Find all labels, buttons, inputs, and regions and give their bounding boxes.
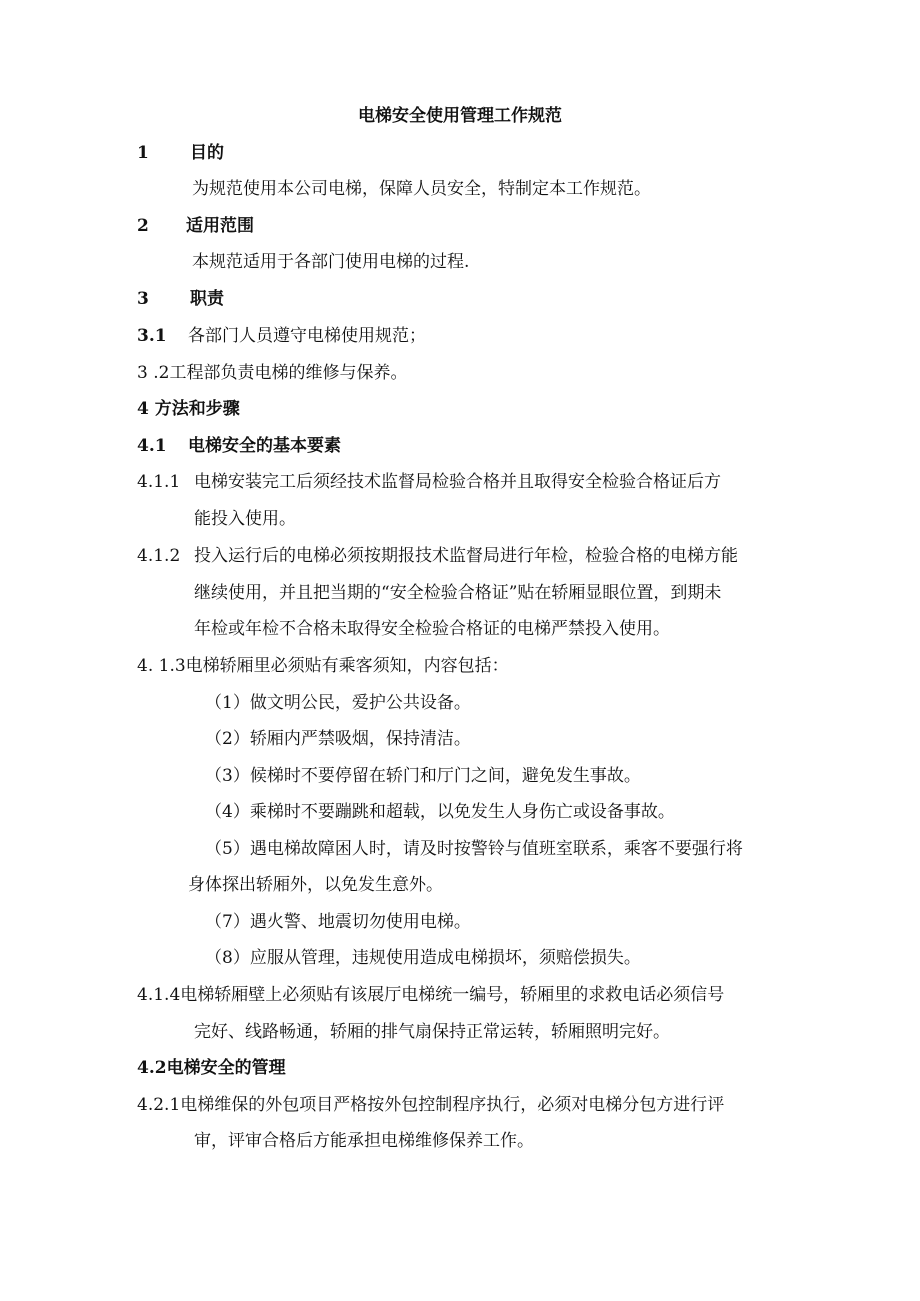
list-item: （3）候梯时不要停留在轿门和厅门之间，避免发生事故。	[205, 766, 641, 786]
para-4-2-1-line-2: 审，评审合格后方能承担电梯维修保养工作。	[194, 1131, 534, 1151]
para-4-1-4-line-1: 4.1.4电梯轿厢壁上必须贴有该展厅电梯统一编号，轿厢里的求救电话必须信号	[137, 985, 725, 1005]
section-1-heading: 目的	[190, 143, 224, 163]
para-4-1-1-line-1: 电梯安装完工后须经技术监督局检验合格并且取得安全检验合格证后方	[194, 472, 721, 492]
section-3-number: 3	[137, 289, 149, 309]
para-4-1-1-line-2: 能投入使用。	[194, 509, 296, 529]
page-title: 电梯安全使用管理工作规范	[358, 106, 562, 126]
section-4-heading: 4 方法和步骤	[137, 399, 240, 419]
para-4-1-4-line-2: 完好、线路畅通，轿厢的排气扇保持正常运转，轿厢照明完好。	[194, 1022, 670, 1042]
section-1-number: 1	[137, 143, 149, 163]
para-4-1-3-line-1: 4. 1.3电梯轿厢里必须贴有乘客须知，内容包括：	[137, 656, 509, 676]
list-item: （1）做文明公民，爱护公共设备。	[205, 693, 471, 713]
section-1-text: 为规范使用本公司电梯，保障人员安全，特制定本工作规范。	[192, 179, 651, 199]
para-4-2-1-line-1: 4.2.1电梯维保的外包项目严格按外包控制程序执行，必须对电梯分包方进行评	[137, 1095, 725, 1115]
para-4-1-2-number: 4.1.2	[137, 546, 181, 566]
section-2-heading: 适用范围	[186, 216, 254, 236]
section-3-heading: 职责	[190, 289, 224, 309]
item-3-2-text: 3 .2工程部负责电梯的维修与保养。	[137, 363, 408, 383]
list-item-continuation: 身体探出轿厢外，以免发生意外。	[188, 875, 443, 895]
item-3-1-text: 各部门人员遵守电梯使用规范；	[188, 326, 426, 346]
list-item: （2）轿厢内严禁吸烟，保持清洁。	[205, 729, 471, 749]
section-4-2-heading: 4.2电梯安全的管理	[137, 1058, 286, 1078]
para-4-1-1-number: 4.1.1	[137, 472, 181, 492]
section-4-1-number: 4.1	[137, 436, 167, 456]
section-2-number: 2	[137, 216, 149, 236]
para-4-1-2-line-1: 投入运行后的电梯必须按期报技术监督局进行年检，检验合格的电梯方能	[194, 546, 738, 566]
list-item: （8）应服从管理，违规使用造成电梯损坏，须赔偿损失。	[205, 948, 641, 968]
para-4-1-2-line-2: 继续使用，并且把当期的“安全检验合格证”贴在轿厢显眼位置，到期未	[194, 583, 722, 603]
list-item: （5）遇电梯故障困人时，请及时按警铃与值班室联系，乘客不要强行将	[205, 839, 743, 859]
section-4-1-heading: 电梯安全的基本要素	[188, 436, 341, 456]
item-3-1-number: 3.1	[137, 326, 167, 346]
list-item: （4）乘梯时不要蹦跳和超载，以免发生人身伤亡或设备事故。	[205, 802, 675, 822]
section-2-text: 本规范适用于各部门使用电梯的过程.	[192, 252, 470, 272]
para-4-1-2-line-3: 年检或年检不合格未取得安全检验合格证的电梯严禁投入使用。	[194, 619, 670, 639]
list-item: （7）遇火警、地震切勿使用电梯。	[205, 912, 471, 932]
